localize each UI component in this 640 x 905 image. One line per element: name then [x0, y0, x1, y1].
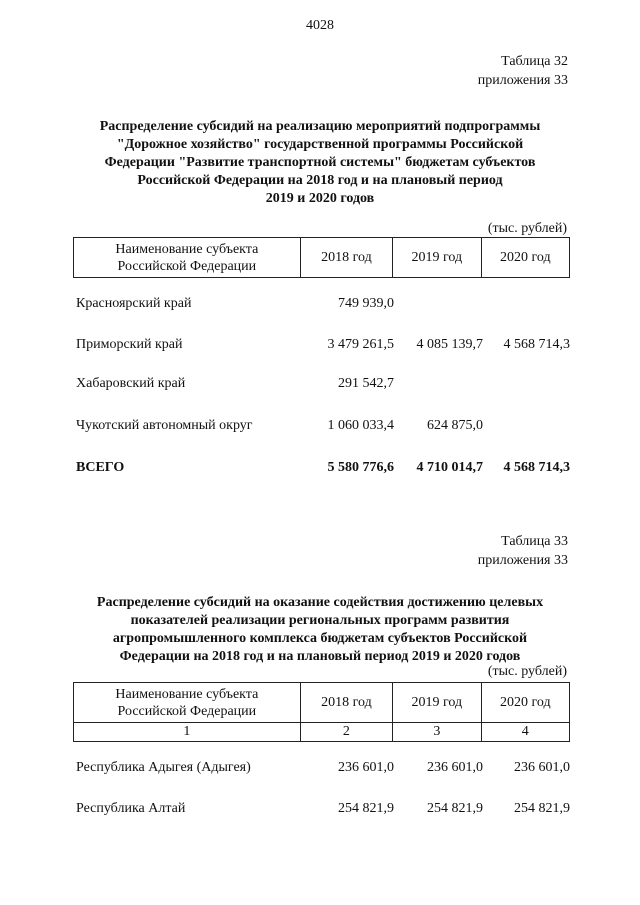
table32-caption [478, 52, 568, 90]
table32-header-name [74, 238, 301, 278]
table-row [76, 296, 570, 316]
row-value-2019: 624 875,0 [427, 418, 483, 433]
table33-caption [478, 532, 568, 570]
table32-unit: (тыс. рублей) [487, 221, 567, 236]
row-value-2019: 254 821,9 [427, 801, 483, 816]
header-name-line1: Наименование субъекта [115, 686, 259, 702]
table32-title-line: Федерации "Развитие транспортной системы" бюджетам субъектов [104, 155, 536, 170]
total-label: ВСЕГО [76, 460, 125, 475]
table32-header-2020: 2020 год [481, 238, 569, 278]
table33-header-2019: 2019 год [393, 683, 481, 723]
row-value-2018: 291 542,7 [338, 376, 394, 391]
row-name: Республика Адыгея (Адыгея) [76, 760, 251, 775]
row-value-2018: 3 479 261,5 [327, 337, 394, 352]
row-value-2018: 749 939,0 [338, 296, 394, 311]
header-name-line2: Российской Федерации [117, 258, 257, 274]
header-name-line1: Наименование субъекта [115, 241, 259, 257]
table33-col-number: 4 [481, 723, 569, 742]
table33-caption-line1: Таблица 33 [501, 534, 568, 549]
row-name: Красноярский край [76, 296, 192, 311]
table32-title-line: 2019 и 2020 годов [265, 191, 375, 206]
table32-header-2019: 2019 год [393, 238, 481, 278]
table32-caption-line2: приложения 33 [477, 73, 568, 88]
table-row [76, 376, 570, 396]
total-value-2020: 4 568 714,3 [503, 460, 570, 475]
row-value-2019: 236 601,0 [427, 760, 483, 775]
row-name: Хабаровский край [76, 376, 186, 391]
table32-caption-line1: Таблица 32 [501, 54, 568, 69]
row-value-2020: 254 821,9 [514, 801, 570, 816]
row-name: Чукотский автономный округ [76, 418, 253, 433]
table32-header-2018: 2018 год [300, 238, 392, 278]
table33-header-2020: 2020 год [481, 683, 569, 723]
total-value-2018: 5 580 776,6 [327, 460, 394, 475]
table33-header-2018: 2018 год [300, 683, 392, 723]
row-name: Приморский край [76, 337, 183, 352]
table32-header [73, 237, 570, 278]
table-row [76, 337, 570, 357]
table-row [76, 801, 570, 821]
page-number: 4028 [306, 18, 334, 33]
table-total-row [76, 460, 570, 480]
table33-caption-line2: приложения 33 [477, 553, 568, 568]
total-value-2019: 4 710 014,7 [416, 460, 483, 475]
table33-title-line: агропромышленного комплекса бюджетам субъектов Российской [112, 631, 528, 646]
table-row [76, 760, 570, 780]
table-row [76, 418, 570, 438]
table33-unit: (тыс. рублей) [487, 664, 567, 679]
table32-title-line: Распределение субсидий на реализацию мероприятий подпрограммы [99, 119, 541, 134]
row-value-2020: 4 568 714,3 [503, 337, 570, 352]
row-value-2019: 4 085 139,7 [416, 337, 483, 352]
table33-title-line: Распределение субсидий на оказание содействия достижению целевых [96, 595, 544, 610]
table33-title-line: показателей реализации региональных программ развития [130, 613, 510, 628]
table33-title [60, 594, 580, 666]
row-value-2020: 236 601,0 [514, 760, 570, 775]
row-value-2018: 1 060 033,4 [327, 418, 394, 433]
table32-title-line: Российской Федерации на 2018 год и на плановый период [137, 173, 503, 188]
row-value-2018: 236 601,0 [338, 760, 394, 775]
table33-col-number: 1 [74, 723, 301, 742]
header-name-line2: Российской Федерации [117, 703, 257, 719]
table32-title-line: "Дорожное хозяйство" государственной программы Российской [116, 137, 524, 152]
table33-title-line: Федерации на 2018 год и на плановый период 2019 и 2020 годов [119, 649, 521, 664]
table33-header [73, 682, 570, 742]
table33-col-number: 3 [393, 723, 481, 742]
table32-title [60, 118, 580, 208]
table33-col-number: 2 [300, 723, 392, 742]
row-name: Республика Алтай [76, 801, 186, 816]
row-value-2018: 254 821,9 [338, 801, 394, 816]
table33-header-name [74, 683, 301, 723]
